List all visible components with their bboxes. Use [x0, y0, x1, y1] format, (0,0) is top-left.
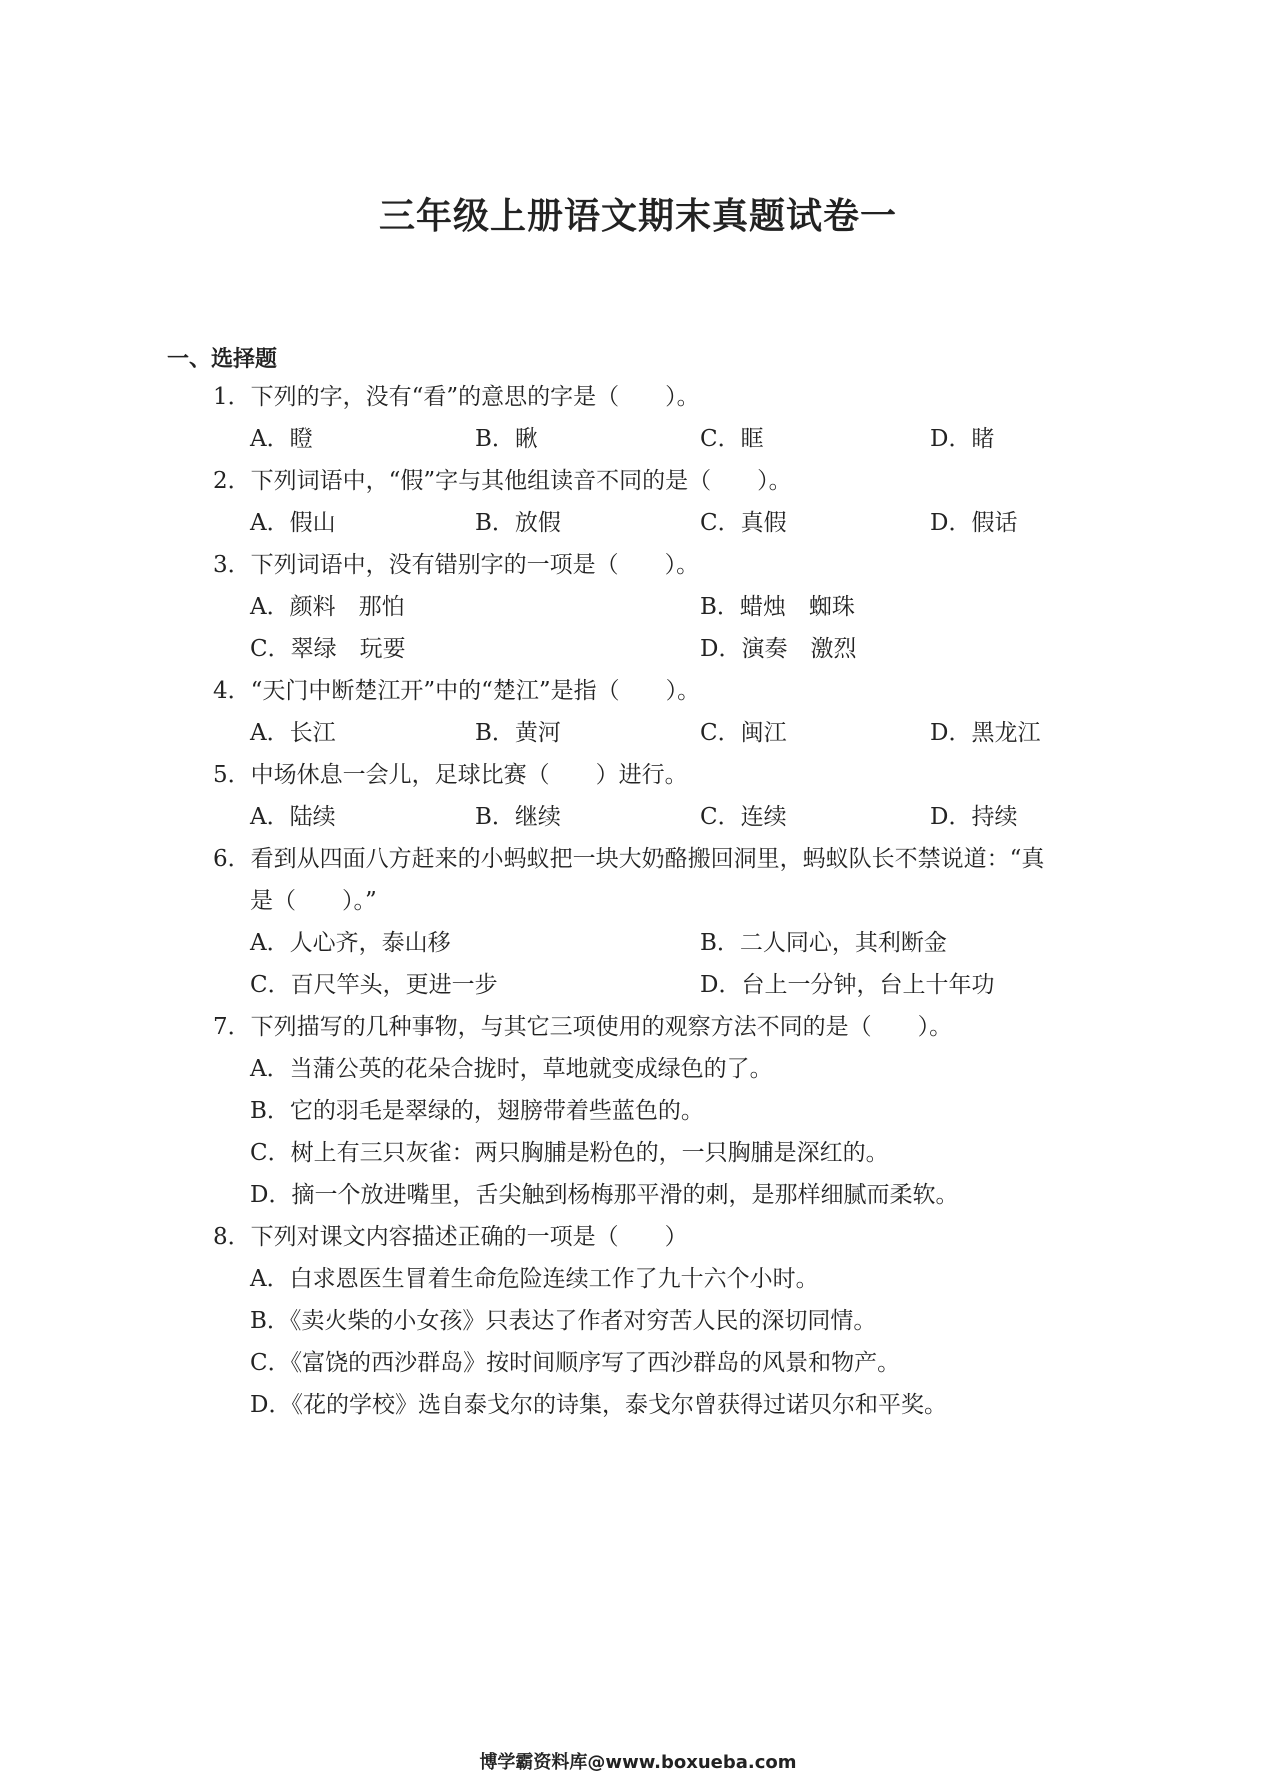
- question-8-option-c: C．《富饶的西沙群岛》按时间顺序写了西沙群岛的风景和物产。: [250, 1350, 901, 1376]
- question-5-option-b: B．继续: [475, 804, 561, 830]
- question-5-option-a: A．陆续: [250, 804, 336, 830]
- question-6-stem-line1: 6．看到从四面八方赶来的小蚂蚁把一块大奶酪搬回洞里，蚂蚁队长不禁说道：“真: [213, 846, 1045, 872]
- question-3-option-c: C．翠绿 玩要: [250, 636, 406, 662]
- question-6-option-c: C．百尺竿头，更进一步: [250, 972, 498, 998]
- question-4-option-d: D．黑龙江: [930, 720, 1041, 746]
- question-2-option-a: A．假山: [250, 510, 336, 536]
- question-5-stem: 5．中场休息一会儿，足球比赛（ ）进行。: [213, 762, 688, 788]
- question-7-option-c: C．树上有三只灰雀：两只胸脯是粉色的，一只胸脯是深红的。: [250, 1140, 889, 1166]
- question-7-option-d: D．摘一个放进嘴里，舌尖触到杨梅那平滑的刺，是那样细腻而柔软。: [250, 1182, 959, 1208]
- section-heading: 一、选择题: [167, 347, 278, 372]
- question-2-option-d: D．假话: [930, 510, 1018, 536]
- question-1-option-c: C．眶: [700, 426, 764, 452]
- question-1-option-b: B．瞅: [475, 426, 538, 452]
- question-1-option-d: D．睹: [930, 426, 995, 452]
- question-1-option-a: A．瞪: [250, 426, 313, 452]
- question-6-stem-line2: 是（ ）。”: [250, 888, 377, 914]
- question-4-option-b: B．黄河: [475, 720, 561, 746]
- question-7-option-b: B．它的羽毛是翠绿的，翅膀带着些蓝色的。: [250, 1098, 704, 1124]
- question-2-stem: 2．下列词语中，“假”字与其他组读音不同的是（ ）。: [213, 468, 792, 494]
- question-5-option-d: D．持续: [930, 804, 1018, 830]
- question-7-option-a: A．当蒲公英的花朵合拢时，草地就变成绿色的了。: [250, 1056, 773, 1082]
- question-8-option-d: D．《花的学校》选自泰戈尔的诗集，泰戈尔曾获得过诺贝尔和平奖。: [250, 1392, 947, 1418]
- question-4-stem: 4．“天门中断楚江开”中的“楚江”是指（ ）。: [213, 678, 701, 704]
- question-6-option-d: D．台上一分钟，台上十年功: [700, 972, 995, 998]
- question-6-option-b: B．二人同心，其利断金: [700, 930, 947, 956]
- question-5-option-c: C．连续: [700, 804, 787, 830]
- question-7-stem: 7．下列描写的几种事物，与其它三项使用的观察方法不同的是（ ）。: [213, 1014, 953, 1040]
- question-3-option-a: A．颜料 那怕: [250, 594, 405, 620]
- question-8-option-b: B．《卖火柴的小女孩》只表达了作者对穷苦人民的深切同情。: [250, 1308, 877, 1334]
- question-6-option-a: A．人心齐，泰山移: [250, 930, 451, 956]
- question-8-stem: 8．下列对课文内容描述正确的一项是（ ）: [213, 1224, 688, 1250]
- question-3-option-b: B．蜡烛 蜘珠: [700, 594, 855, 620]
- question-2-option-c: C．真假: [700, 510, 787, 536]
- question-3-option-d: D．演奏 激烈: [700, 636, 857, 662]
- question-4-option-a: A．长江: [250, 720, 336, 746]
- question-8-option-a: A．白求恩医生冒着生命危险连续工作了九十六个小时。: [250, 1266, 819, 1292]
- question-1-stem: 1．下列的字，没有“看”的意思的字是（ ）。: [213, 384, 700, 410]
- footer-watermark: 博学霸资料库@www.boxueba.com: [479, 1752, 797, 1773]
- question-2-option-b: B．放假: [475, 510, 561, 536]
- page-title: 三年级上册语文期末真题试卷一: [378, 196, 897, 237]
- question-4-option-c: C．闽江: [700, 720, 787, 746]
- question-3-stem: 3．下列词语中，没有错别字的一项是（ ）。: [213, 552, 700, 578]
